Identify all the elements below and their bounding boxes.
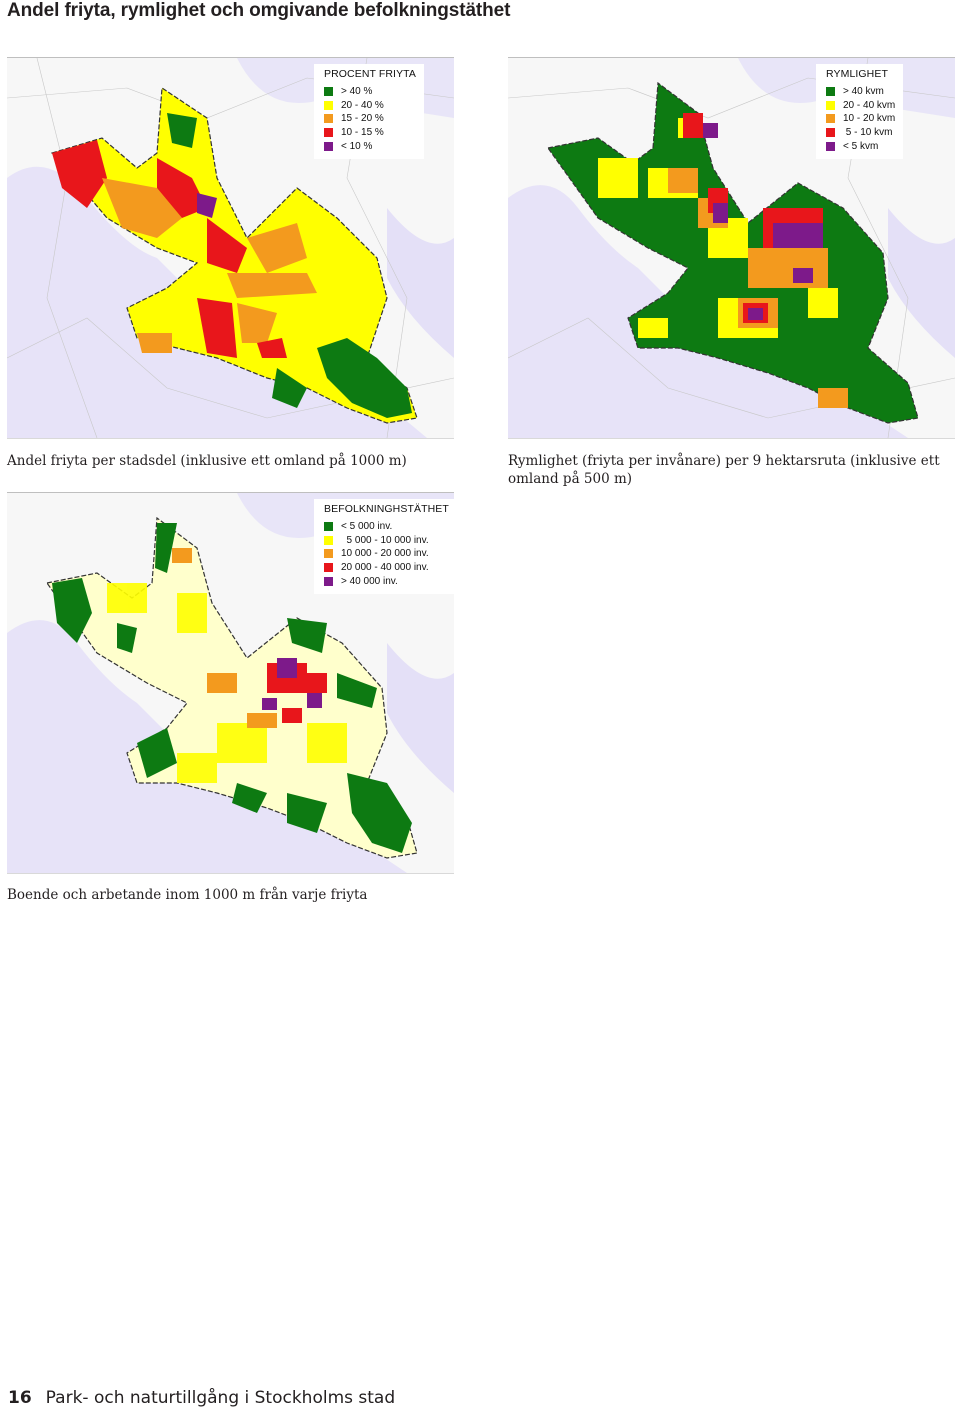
legend-rows — [324, 85, 416, 153]
legend-label: 10 000 - 20 000 inv. — [341, 548, 429, 560]
legend-swatch — [324, 114, 333, 123]
legend-label: > 40 % — [341, 86, 373, 98]
legend-item — [826, 112, 895, 126]
caption-befolkningstathet: Boende och arbetande inom 1000 m från varje friyta — [7, 887, 368, 903]
legend-item — [324, 520, 449, 534]
footer-title: Park- och naturtillgång i Stockholms stad — [45, 1388, 396, 1408]
legend-item — [826, 99, 895, 113]
legend-rows — [826, 85, 895, 153]
legend-label: 20 000 - 40 000 inv. — [341, 562, 429, 574]
legend-item — [324, 85, 416, 99]
legend-swatch — [324, 87, 333, 96]
legend-item — [826, 85, 895, 99]
legend-label: 15 - 20 % — [341, 113, 384, 125]
map-andel-friyta — [7, 57, 454, 439]
legend-befolkningstathet — [314, 499, 454, 594]
legend-label: 5 - 10 kvm — [843, 127, 893, 139]
legend-label: 5 000 - 10 000 inv. — [341, 534, 429, 546]
legend-swatch — [826, 87, 835, 96]
legend-item — [324, 126, 416, 140]
legend-label: < 5 kvm — [843, 140, 879, 152]
caption-rymlighet: Rymlighet (friyta per invånare) per 9 hektarsruta (inklusive ett omland på 500 m) — [508, 453, 940, 487]
legend-title: BEFOLKNINGHSTÄTHET — [324, 503, 449, 515]
legend-label: < 5 000 inv. — [341, 521, 393, 533]
legend-item — [826, 139, 895, 153]
legend-item — [324, 561, 449, 575]
map-rymlighet — [508, 57, 955, 439]
page-number: 16 — [8, 1388, 32, 1408]
legend-item — [324, 112, 416, 126]
legend-swatch — [324, 549, 333, 558]
legend-item — [324, 534, 449, 548]
legend-item — [826, 126, 895, 140]
legend-label: 10 - 20 kvm — [843, 113, 896, 125]
legend-item — [324, 99, 416, 113]
legend-swatch — [826, 114, 835, 123]
legend-title: RYMLIGHET — [826, 68, 888, 80]
legend-item — [324, 547, 449, 561]
page-footer — [8, 1388, 395, 1408]
legend-label: < 10 % — [341, 140, 373, 152]
legend-rymlighet — [816, 64, 903, 159]
legend-swatch — [324, 563, 333, 572]
legend-swatch — [324, 101, 333, 110]
legend-swatch — [826, 142, 835, 151]
legend-swatch — [826, 128, 835, 137]
legend-label: > 40 kvm — [843, 86, 884, 98]
legend-title: PROCENT FRIYTA — [324, 68, 417, 80]
legend-item — [324, 139, 416, 153]
legend-label: > 40 000 inv. — [341, 575, 398, 587]
legend-swatch — [324, 577, 333, 586]
legend-swatch — [324, 142, 333, 151]
legend-andel-friyta — [314, 64, 424, 159]
map-befolkningstathet — [7, 492, 454, 874]
legend-swatch — [826, 101, 835, 110]
legend-rows — [324, 520, 449, 588]
page-title: Andel friyta, rymlighet och omgivande befolkningstäthet — [7, 0, 511, 21]
legend-item — [324, 574, 449, 588]
legend-swatch — [324, 522, 333, 531]
legend-label: 20 - 40 % — [341, 99, 384, 111]
legend-label: 10 - 15 % — [341, 127, 384, 139]
legend-swatch — [324, 128, 333, 137]
legend-swatch — [324, 536, 333, 545]
caption-andel-friyta: Andel friyta per stadsdel (inklusive ett omland på 1000 m) — [7, 453, 407, 469]
legend-label: 20 - 40 kvm — [843, 99, 896, 111]
